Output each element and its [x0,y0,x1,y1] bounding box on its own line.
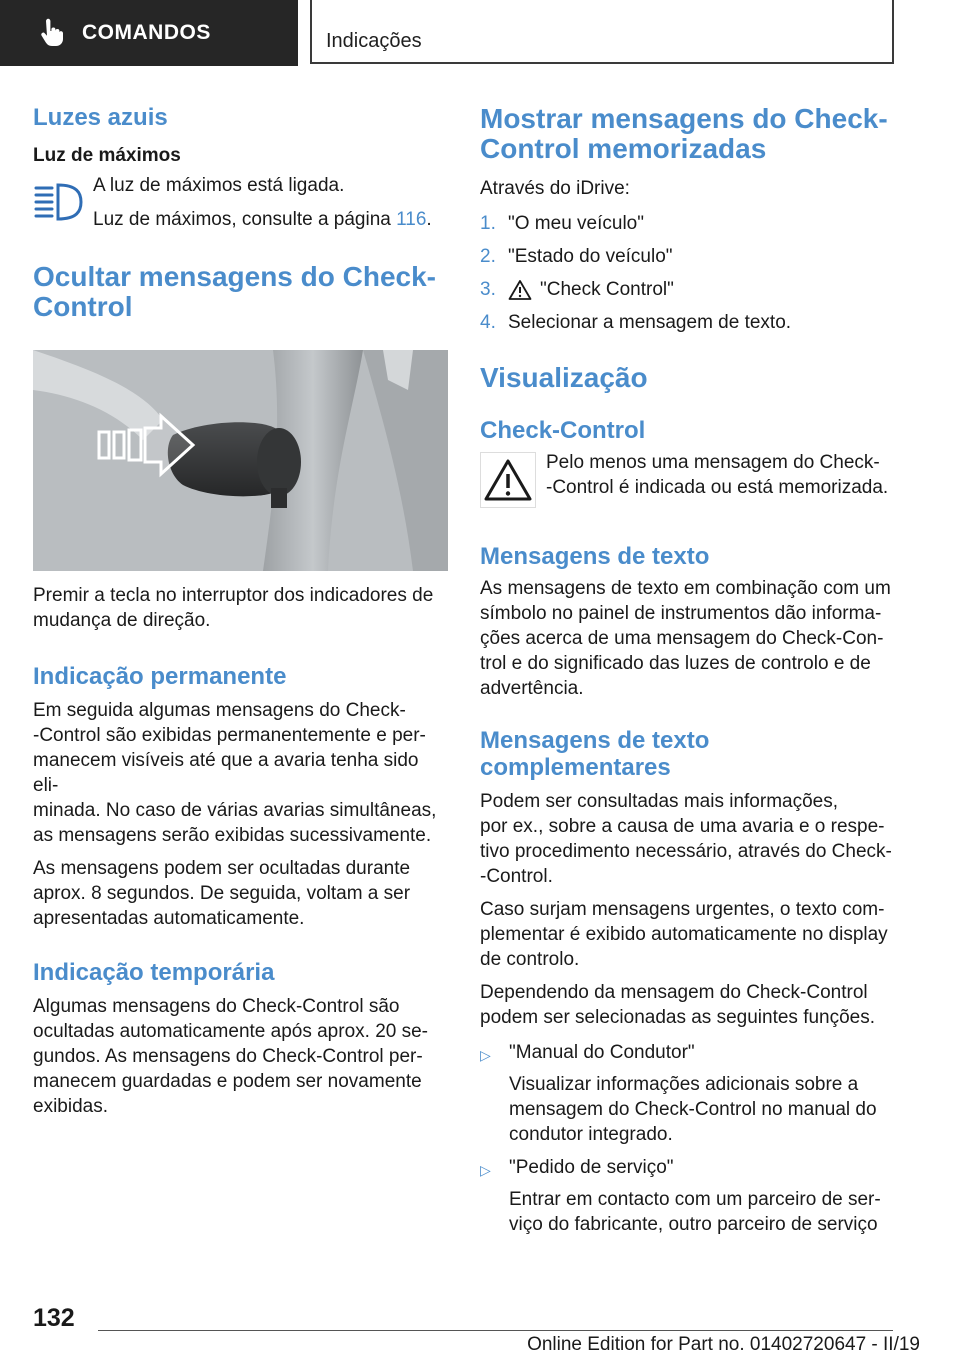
page-number: 132 [33,1304,75,1332]
section-title: COMANDOS [82,21,211,44]
check-control-text: Pelo menos uma mensagem do Check- -Control é indicada ou está memorizada. [546,452,889,498]
page-header [0,0,960,66]
page-link-116[interactable]: 116 [396,209,427,230]
left-column [33,100,449,1119]
list-item: 2. "Estado do veículo" [480,246,673,267]
photo-caption: Premir a tecla no interruptor dos indicadores de mudança de direção. [33,585,434,631]
heading-temporaria: Indicação temporária [33,959,275,986]
heading-visualizacao: Visualização [480,362,648,393]
heading-permanente: Indicação permanente [33,663,287,690]
chapter-tab [310,0,894,64]
list-item: ▷ "Pedido de serviço" Entrar em contacto com um parceiro de ser- viço do fabricante, outro parceiro de serviço [480,1157,881,1235]
paragraph-permanente-2: As mensagens podem ser ocultadas durante aprox. 8 segundos. De seguida, voltam a ser apresentadas automaticamente. [33,858,411,929]
paragraph-mensagens-texto: As mensagens de texto em combinação com um símbolo no painel de instrumentos dão informa- ções acerca de uma mensagem do Check-Con- trol e do significado das luzes de controlo e de advertência. [480,578,891,699]
subheading-luz-maximos: Luz de máximos [33,145,181,166]
page-footer [0,1290,960,1362]
paragraph-permanente-1: Em seguida algumas mensagens do Check- -Control são exibidas permanentemente e per- manecem visíveis até que a avaria tenha sido eli- minada. No caso de várias avarias simultâneas, as mensagens serão exibidas sucessivamente. [33,700,437,846]
stalk-illustration [33,350,448,571]
warning-triangle-icon [480,452,536,508]
paragraph-complementares-1: Podem ser consultadas mais informações, por ex., sobre a causa de uma avaria e o respe- tivo procedimento necessário, através do Check- -Control. [480,791,892,887]
edition-text: Online Edition for Part no. 01402720647 - II/19 [527,1334,920,1355]
list-item: 3. "Check Control" [480,279,674,300]
heading-mostrar: Mostrar mensagens do Check- Control memorizadas [480,103,888,164]
heading-luzes-azuis: Luzes azuis [33,104,168,131]
paragraph-complementares-2: Caso surjam mensagens urgentes, o texto com- plementar é exibido automaticamente no display de controlo. [480,899,888,970]
heading-check-control: Check-Control [480,417,646,444]
right-column [480,100,898,1237]
triangle-bullet-icon: ▷ [480,1047,491,1063]
function-list [480,1040,898,1237]
warning-triangle-icon [508,279,532,301]
list-item: ▷ "Manual do Condutor" Visualizar informações adicionais sobre a mensagem do Check-Control no manual do condutor integrado. [480,1042,877,1145]
footer-divider [98,1330,893,1331]
triangle-bullet-icon: ▷ [480,1162,491,1178]
hand-pointer-icon [36,18,66,48]
section-tab [0,0,298,66]
heading-mensagens-texto: Mensagens de texto [480,543,710,570]
high-beam-icon [33,177,85,223]
idrive-intro: Através do iDrive: [480,178,630,199]
heading-ocultar: Ocultar mensagens do Check- Control [33,261,437,322]
idrive-steps [480,211,898,335]
list-item: 4. Selecionar a mensagem de texto. [480,312,792,333]
high-beam-row [33,173,449,232]
high-beam-line2: Luz de máximos, consulte a página 116. [93,209,432,230]
check-control-row [480,450,898,513]
turn-signal-stalk-photo [33,350,448,571]
paragraph-complementares-3: Dependendo da mensagem do Check-Control podem ser selecionadas as seguintes funções. [480,982,876,1028]
chapter-title: Indicações [326,30,422,52]
list-item: 1. "O meu veículo" [480,213,644,234]
paragraph-temporaria: Algumas mensagens do Check-Control são ocultadas automaticamente após aprox. 20 se- gundos. As mensagens do Check-Control per- manecem guardadas e podem ser novamente exibidas. [33,996,429,1117]
heading-complementares: Mensagens de texto complementares [480,727,710,781]
high-beam-line1: A luz de máximos está ligada. [93,175,345,196]
